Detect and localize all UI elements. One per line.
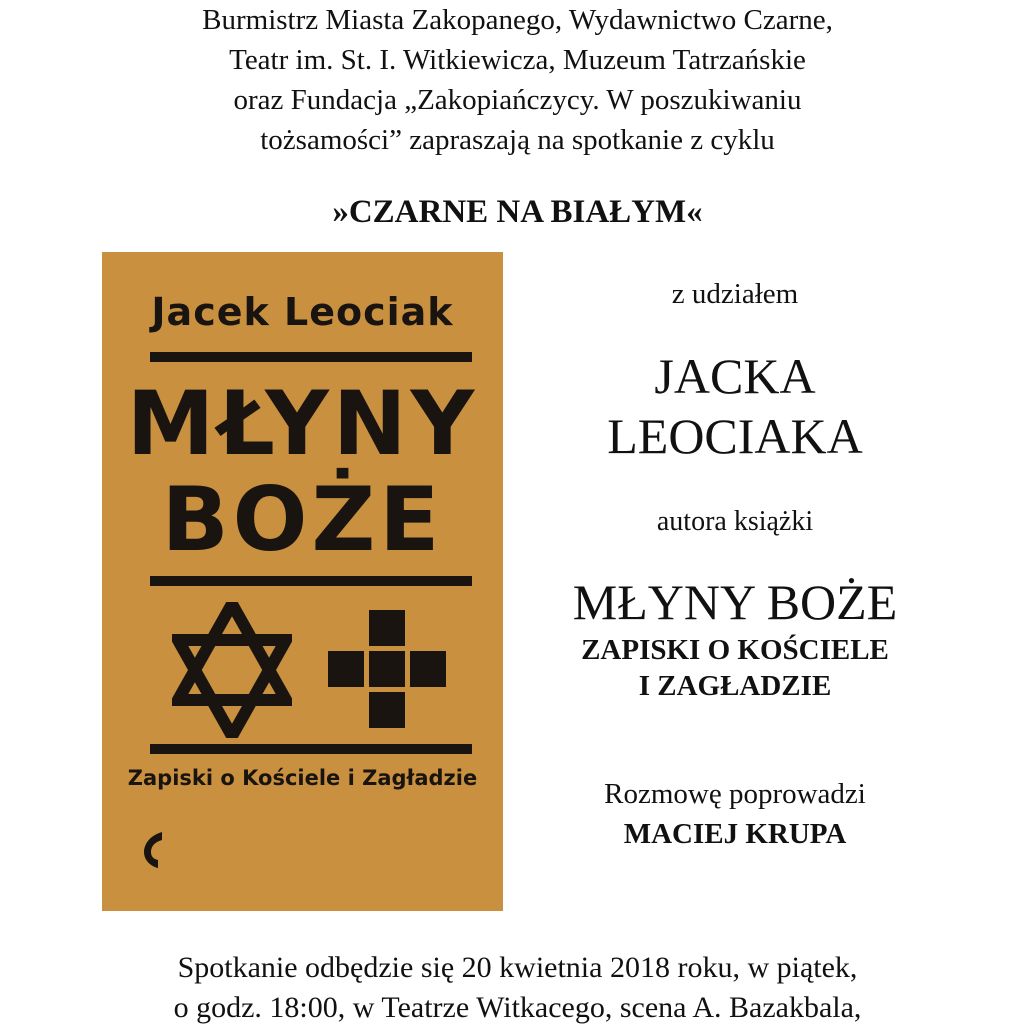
book-title: MŁYNY BOŻE [572, 574, 898, 630]
event-details-line-2: o godz. 18:00, w Teatrze Witkacego, scena A. Bazakbala, [173, 991, 862, 1024]
intro-line-2: Teatr im. St. I. Witkiewicza, Muzeum Tatrzańskie [229, 44, 806, 76]
cover-subtitle: Zapiski o Kościele i Zagładzie [127, 766, 478, 790]
moderator-name: MACIEJ KRUPA [623, 818, 847, 850]
book-subtitle-line-2: I ZAGŁADZIE [638, 670, 832, 702]
intro-line-4: tożsamości” zapraszają na spotkanie z cyklu [260, 124, 775, 156]
event-details [0, 948, 1035, 1028]
guest-name [520, 346, 950, 466]
cycle-title: »CZARNE NA BIAŁYM« [332, 194, 703, 230]
author-of-label: autora książki [656, 506, 814, 537]
cover-title-line-2: BOŻE [161, 468, 444, 571]
cover-rule-middle [150, 576, 472, 586]
with-label: z udziałem [671, 278, 799, 310]
cover-rule-bottom [150, 744, 472, 754]
guest-name-line-1: JACKA [654, 348, 816, 404]
intro-line-1: Burmistrz Miasta Zakopanego, Wydawnictwo Czarne, [202, 4, 833, 36]
cover-author: Jacek Leociak [151, 290, 454, 334]
star-of-david-icon [172, 602, 292, 738]
intro-line-3: oraz Fundacja „Zakopiańczycy. W poszukiwaniu [233, 84, 802, 116]
guest-name-line-2: LEOCIAKA [607, 408, 863, 464]
publisher-logo-icon [142, 830, 170, 870]
cross-icon [328, 610, 446, 728]
cover-rule-top [150, 352, 472, 362]
event-details-line-1: Spotkanie odbędzie się 20 kwietnia 2018 roku, w piątek, [177, 951, 858, 984]
moderator-label: Rozmowę poprowadzi [604, 778, 866, 810]
book-subtitle-line-1: ZAPISKI O KOŚCIELE [581, 634, 889, 666]
invitation-intro [0, 0, 1035, 160]
book-cover-image [102, 252, 503, 911]
cover-title-line-1: MŁYNY [126, 372, 479, 475]
book-subtitle [520, 632, 950, 704]
